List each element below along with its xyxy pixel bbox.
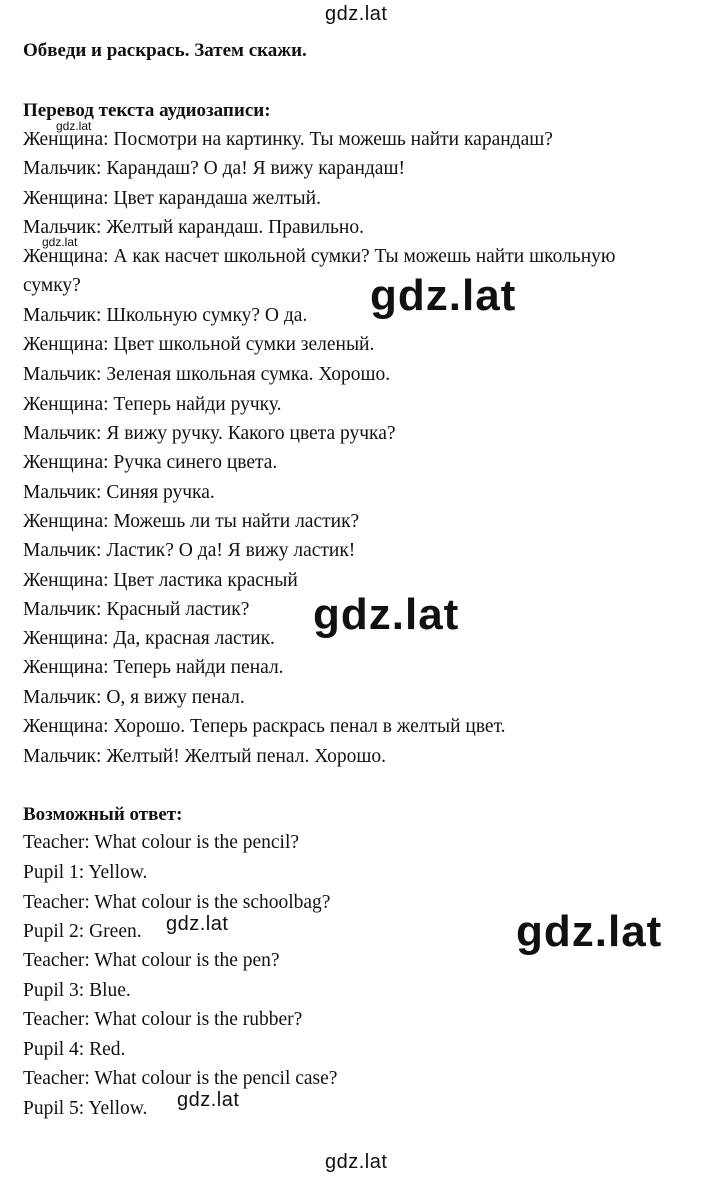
- transcript-line: Женщина: Да, красная ластик.: [23, 628, 275, 649]
- answer-line: Pupil 1: Yellow.: [23, 862, 148, 883]
- transcript-line: Женщина: А как насчет школьной сумки? Ты можешь найти школьную: [23, 246, 616, 267]
- watermark-tiny: gdz.lat: [42, 235, 78, 249]
- transcript-line: Женщина: Посмотри на картинку. Ты можешь найти карандаш?: [23, 129, 553, 150]
- transcript-line: Мальчик: Желтый! Желтый пенал. Хорошо.: [23, 746, 386, 767]
- watermark-bottom: gdz.lat: [325, 1151, 388, 1173]
- transcript-line: Женщина: Ручка синего цвета.: [23, 452, 278, 473]
- answer-line: Pupil 2: Green.: [23, 921, 142, 942]
- transcript-line: Мальчик: Ластик? О да! Я вижу ластик!: [23, 540, 356, 561]
- transcript-line: Мальчик: Карандаш? О да! Я вижу карандаш!: [23, 158, 405, 179]
- transcript-line: Женщина: Цвет школьной сумки зеленый.: [23, 334, 375, 355]
- watermark-large: gdz.lat: [370, 271, 517, 320]
- transcript-line: Мальчик: О, я вижу пенал.: [23, 687, 245, 708]
- transcript-line: Женщина: Теперь найди пенал.: [23, 657, 284, 678]
- answer-line: Teacher: What colour is the pen?: [23, 950, 280, 971]
- transcript-line: Мальчик: Школьную сумку? О да.: [23, 305, 308, 326]
- answer-line: Teacher: What colour is the rubber?: [23, 1009, 303, 1030]
- transcript-line: Мальчик: Я вижу ручку. Какого цвета ручка?: [23, 423, 396, 444]
- answer-heading: Возможный ответ:: [23, 804, 183, 825]
- answer-line: Teacher: What colour is the schoolbag?: [23, 892, 331, 913]
- watermark-large: gdz.lat: [313, 590, 460, 639]
- transcript-line: Мальчик: Красный ластик?: [23, 599, 250, 620]
- exercise-heading: Обведи и раскрась. Затем скажи.: [23, 40, 307, 61]
- transcript-line: Женщина: Цвет карандаша желтый.: [23, 188, 321, 209]
- answer-line: Pupil 4: Red.: [23, 1039, 126, 1060]
- transcript-line: Женщина: Цвет ластика красный: [23, 570, 298, 591]
- watermark-small: gdz.lat: [177, 1089, 240, 1111]
- answer-line: Teacher: What colour is the pencil?: [23, 832, 300, 853]
- watermark-small: gdz.lat: [166, 913, 229, 935]
- transcript-line: Мальчик: Зеленая школьная сумка. Хорошо.: [23, 364, 391, 385]
- transcript-heading: Перевод текста аудиозаписи:: [23, 100, 271, 121]
- transcript-line: Мальчик: Синяя ручка.: [23, 482, 215, 503]
- answer-line: Pupil 3: Blue.: [23, 980, 131, 1001]
- transcript-line: Женщина: Теперь найди ручку.: [23, 394, 282, 415]
- answer-line: Pupil 5: Yellow.: [23, 1098, 148, 1119]
- watermark-large: gdz.lat: [516, 907, 663, 956]
- transcript-line: Женщина: Можешь ли ты найти ластик?: [23, 511, 360, 532]
- watermark-top: gdz.lat: [325, 3, 388, 25]
- watermark-tiny: gdz.lat: [56, 119, 92, 133]
- transcript-line: Женщина: Хорошо. Теперь раскрась пенал в желтый цвет.: [23, 716, 506, 737]
- answer-line: Teacher: What colour is the pencil case?: [23, 1068, 338, 1089]
- transcript-line: Мальчик: Желтый карандаш. Правильно.: [23, 217, 364, 238]
- transcript-line: сумку?: [23, 275, 81, 296]
